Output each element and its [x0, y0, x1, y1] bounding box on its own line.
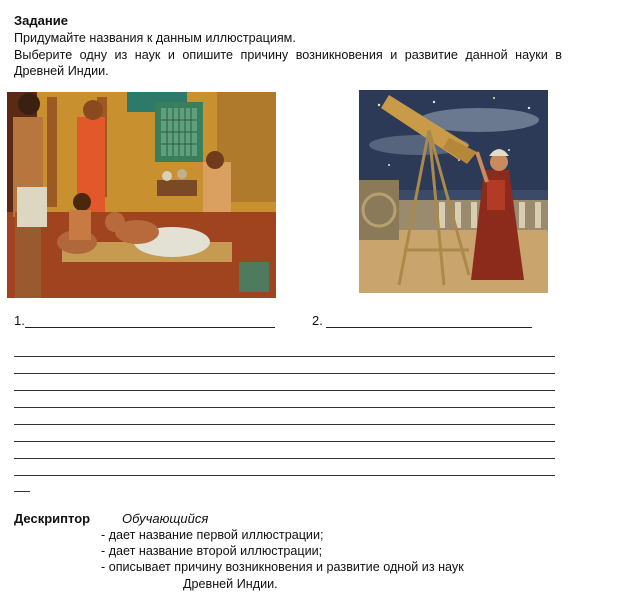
- writing-line[interactable]: [14, 475, 555, 476]
- descriptor-item: - дает название второй иллюстрации;: [101, 544, 323, 558]
- answer-2: [312, 313, 532, 328]
- writing-line[interactable]: [14, 390, 555, 391]
- descriptor-item: - дает название первой иллюстрации;: [101, 528, 324, 542]
- descriptor-label: Дескриптор: [14, 511, 91, 526]
- descriptor-item: - описывает причину возникновения и развитие одной из наук: [101, 560, 464, 574]
- writing-line[interactable]: [14, 356, 555, 357]
- answer-2-number: 2.: [312, 313, 323, 328]
- task-instruction-2: Выберите одну из наук и опишите причину возникновения и развитие данной науки в Древней Индии.: [14, 48, 562, 78]
- descriptor-item-continuation: Древней Индии.: [183, 577, 278, 591]
- answer-1: [14, 313, 275, 328]
- writing-line[interactable]: [14, 458, 555, 459]
- writing-line[interactable]: [14, 424, 555, 425]
- writing-line[interactable]: [14, 373, 555, 374]
- descriptor-role: Обучающийся: [122, 511, 209, 526]
- ancient-indian-surgery-illustration: [7, 92, 276, 298]
- writing-line-stub: [14, 491, 30, 492]
- answer-2-blank[interactable]: [326, 314, 532, 328]
- answer-1-number: 1.: [14, 313, 25, 328]
- observatory-astronomer-illustration: [359, 90, 548, 293]
- answer-1-blank[interactable]: [25, 314, 275, 328]
- writing-line[interactable]: [14, 407, 555, 408]
- task-instruction-1: Придумайте названия к данным иллюстрациям.: [14, 31, 296, 45]
- task-heading: Задание: [14, 13, 68, 28]
- writing-line[interactable]: [14, 441, 555, 442]
